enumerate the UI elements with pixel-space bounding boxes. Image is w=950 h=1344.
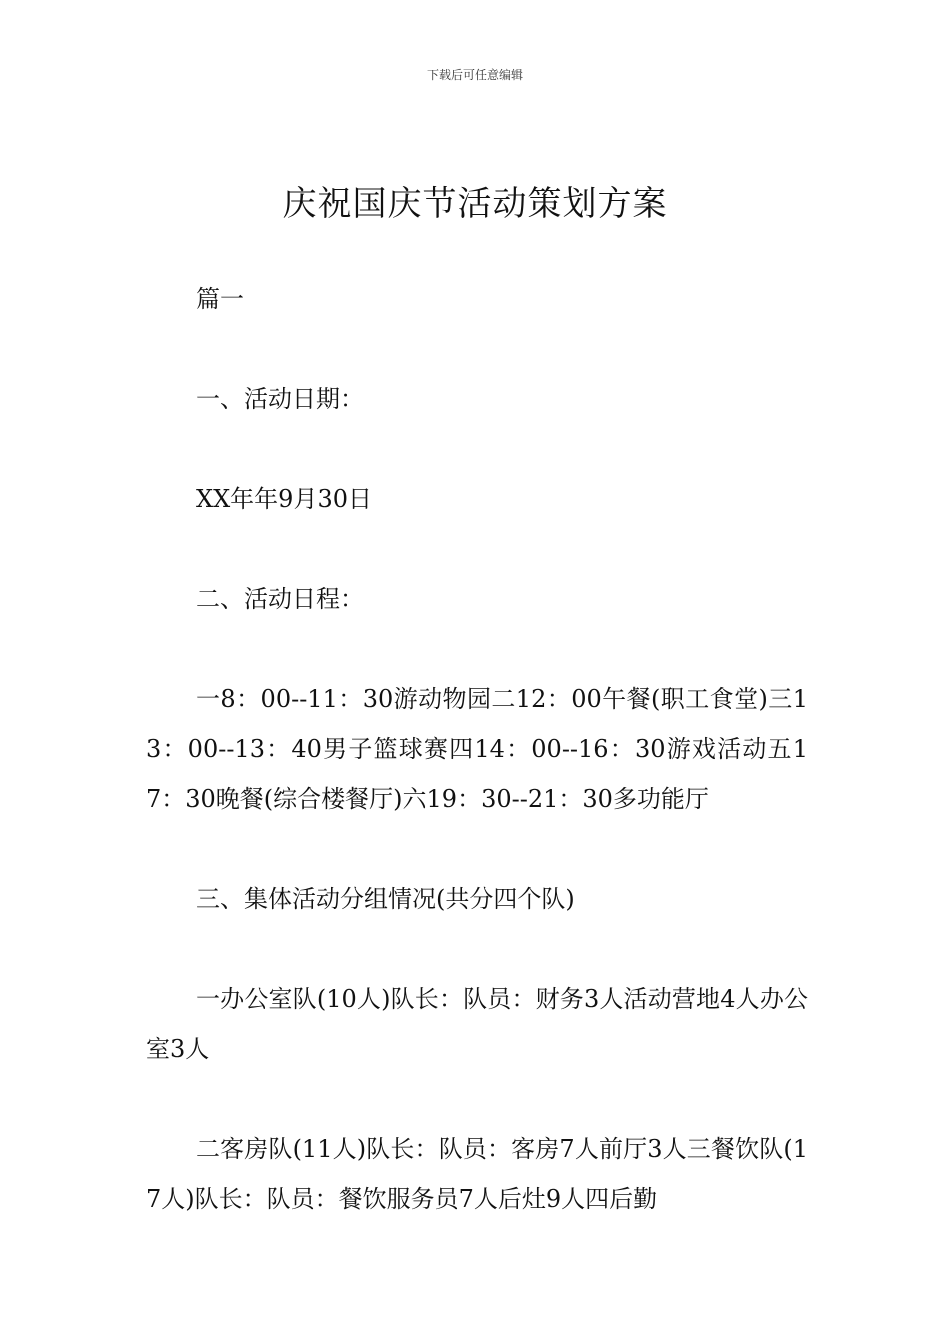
document-title: 庆祝国庆节活动策划方案 xyxy=(282,184,668,224)
heading-activity-schedule: 二、活动日程： xyxy=(196,585,364,613)
heading-activity-date: 一、活动日期： xyxy=(196,385,364,413)
group-room-and-catering-teams: 二客房队(11人)队长：队员：客房7人前厅3人三餐饮队(17人)队长：队员：餐饮服务员7人后灶9人四后勤 xyxy=(146,1135,808,1213)
heading-group-assignment: 三、集体活动分组情况(共分四个队) xyxy=(196,885,575,913)
section-label: 篇一 xyxy=(196,285,244,313)
group-office-team: 一办公室队(10人)队长：队员：财务3人活动营地4人办公室3人 xyxy=(146,985,808,1063)
activity-date: XX年年9月30日 xyxy=(196,485,372,513)
document-body xyxy=(146,274,808,1274)
activity-schedule: 一8：00--11：30游动物园二12：00午餐(职工食堂)三13：00--13：40男子篮球赛四14：00--16：30游戏活动五17：30晚餐(综合楼餐厅)六19：30--21：30多功能厅 xyxy=(146,685,808,813)
header-note: 下载后可任意编辑 xyxy=(426,68,523,82)
